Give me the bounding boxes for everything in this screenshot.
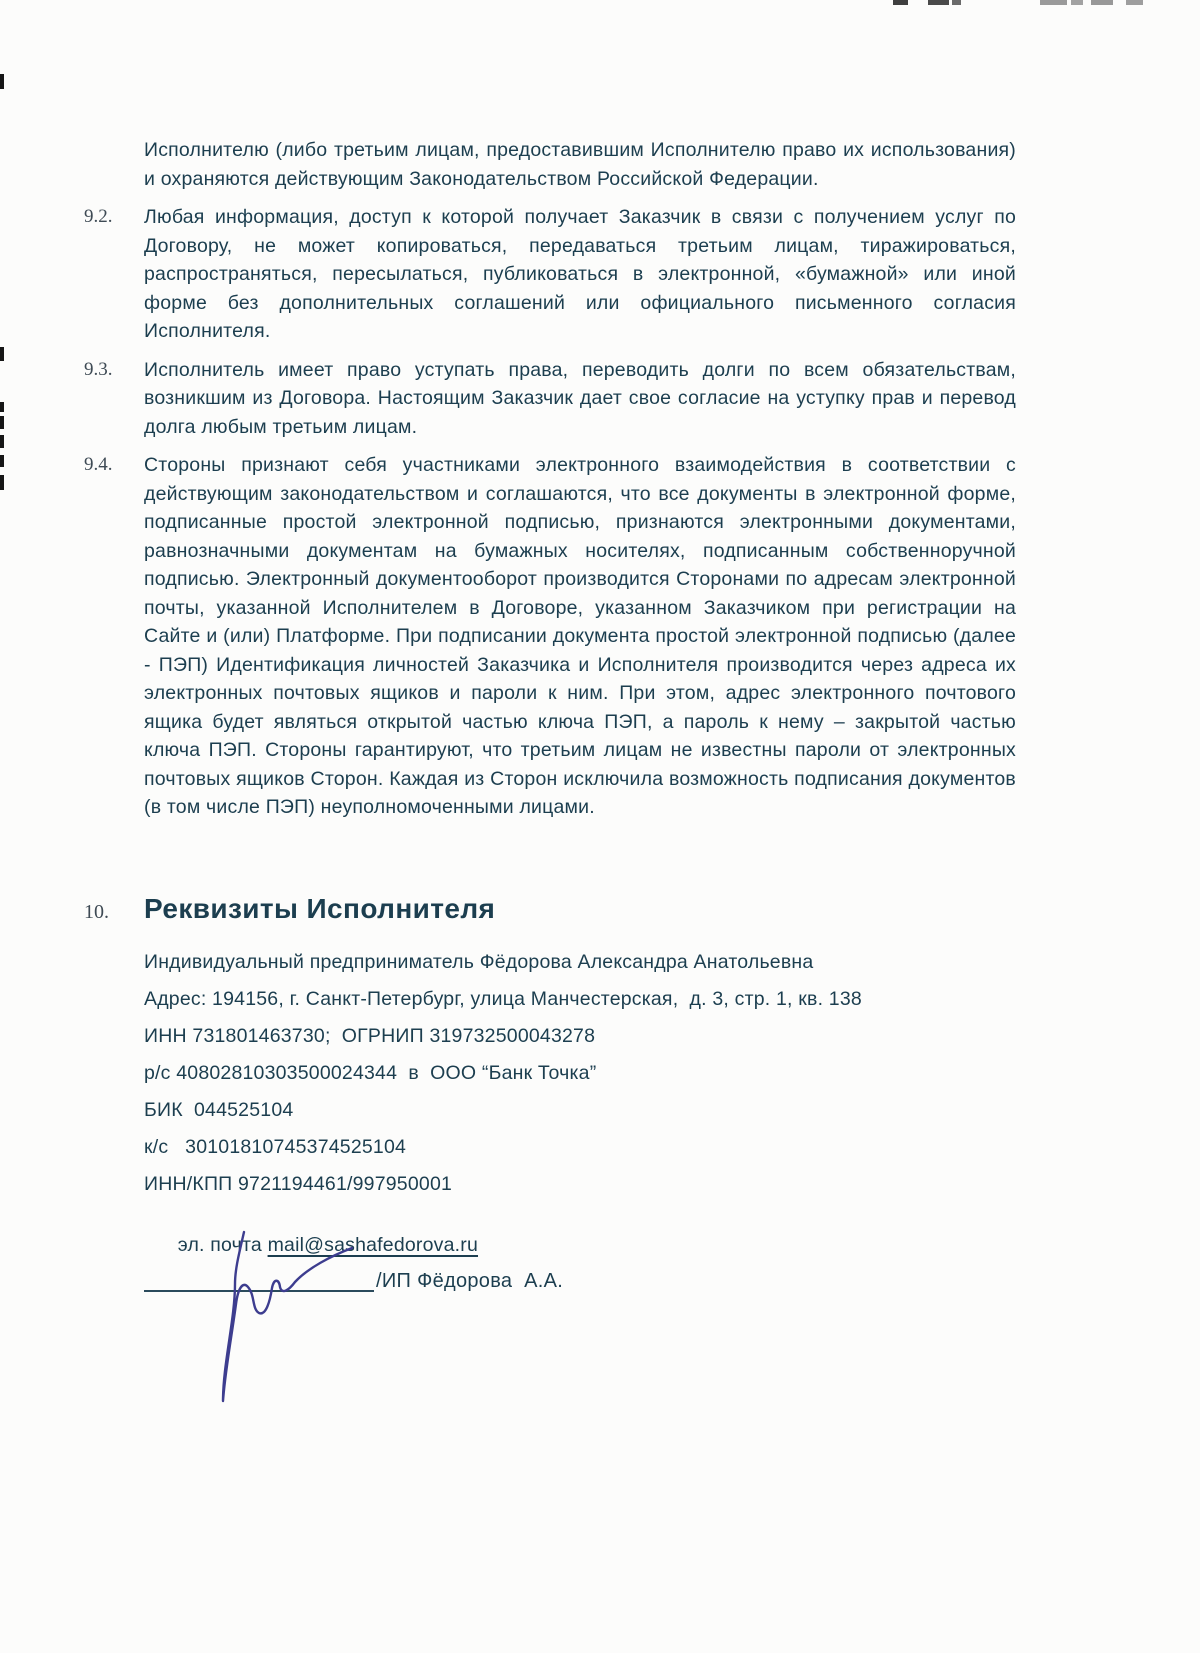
requisite-line-inn-kpp: ИНН/КПП 9721194461/997950001	[144, 1173, 453, 1195]
scan-artifact-mark	[0, 475, 4, 490]
clause-9-3	[84, 356, 1024, 442]
scan-artifact-dash	[1040, 0, 1067, 5]
clause-number	[84, 136, 144, 193]
scan-artifact-dash	[928, 0, 949, 5]
clause-9-4	[84, 451, 1024, 822]
requisite-line-inn-ogrnip: ИНН 731801463730; ОГРНИП 319732500043278	[144, 1025, 596, 1047]
scan-artifact-dash	[1126, 0, 1143, 5]
scan-artifact-mark	[0, 435, 4, 448]
scan-artifact-dash	[1091, 0, 1113, 5]
clause-text: Стороны признают себя участниками электронного взаимодействия в соответствии с действующим законодательством и соглашаются, что все документы в электронной форме, подписанные простой электронной подписью, признаются электронными документами, равнозначными документам на бумажных носителях, подписанным собственноручной подписью. Электронный документооборот производится Сторонами по адресам электронной почты, указанной Исполнителем в Договоре, указанном Заказчиком при регистрации на Сайте и (или) Платформе. При подписании документа простой электронной подписью (далее - ПЭП) Идентификация личностей Заказчика и Исполнителя производится через адреса их электронных почтовых ящиков и пароли к ним. При этом, адрес электронного почтового ящика будет являться открытой частью ключа ПЭП, а пароль к нему – закрытой частью ключа ПЭП. Стороны гарантируют, что третьим лицам не известны пароли от электронных почтовых ящиков Сторон. Каждая из Сторон исключила возможность подписания документов (в том числе ПЭП) неуполномоченными лицами.	[144, 454, 1016, 818]
requisite-line-account: р/с 40802810303500024344 в ООО “Банк Точка”	[144, 1062, 597, 1084]
clause-text: Любая информация, доступ к которой получает Заказчик в связи с получением услуг по Договору, не может копироваться, передаваться третьим лицам, тиражироваться, распространяться, пересылаться, публиковаться в электронной, «бумажной» или иной форме без дополнительных соглашений или официального письменного согласия Исполнителя.	[144, 206, 1016, 342]
requisite-line-corr-account: к/с 30101810745374525104	[144, 1136, 407, 1158]
clause-9-2	[84, 203, 1024, 346]
scan-artifact-dash	[893, 0, 908, 5]
scan-artifact-dash	[952, 0, 961, 5]
signature-area	[144, 1222, 784, 1422]
clause-text: Исполнитель имеет право уступать права, переводить долги по всем обязательствам, возникшим из Договора. Настоящим Заказчик дает свое согласие на уступку прав и перевод долга любым третьим лицам.	[144, 358, 1016, 438]
scan-artifact-mark	[0, 347, 4, 361]
section-10-heading	[84, 893, 495, 925]
clauses-section	[84, 136, 1024, 832]
scan-artifact-mark	[0, 402, 4, 412]
clause-text: Исполнителю (либо третьим лицам, предоставившим Исполнителю право их использования) и охраняются действующим Законодательством Российской Федерации.	[144, 139, 1016, 190]
requisite-line-bik: БИК 044525104	[144, 1099, 294, 1121]
email-label: эл. почта	[177, 1234, 268, 1256]
clause-number: 9.2.	[84, 206, 113, 227]
scan-artifact-dash	[1071, 0, 1083, 5]
signature-caption: /ИП Фёдорова А.А.	[376, 1270, 564, 1292]
requisite-line-entrepreneur: Индивидуальный предприниматель Фёдорова Александра Анатольевна	[144, 951, 814, 973]
scan-artifact-mark	[0, 74, 4, 89]
clause-number: 9.3.	[84, 358, 113, 380]
scan-artifact-mark	[0, 455, 4, 467]
requisite-line-address: Адрес: 194156, г. Санкт-Петербург, улица Манчестерская, д. 3, стр. 1, кв. 138	[144, 988, 862, 1010]
signature	[202, 1224, 422, 1409]
section-title: Реквизиты Исполнителя	[144, 893, 496, 924]
clause-number: 9.4.	[84, 454, 113, 475]
section-number: 10.	[84, 901, 109, 923]
email-address: mail@sashafedorova.ru	[267, 1234, 479, 1256]
scan-artifact-mark	[0, 416, 4, 429]
clause-continuation	[84, 136, 1024, 193]
